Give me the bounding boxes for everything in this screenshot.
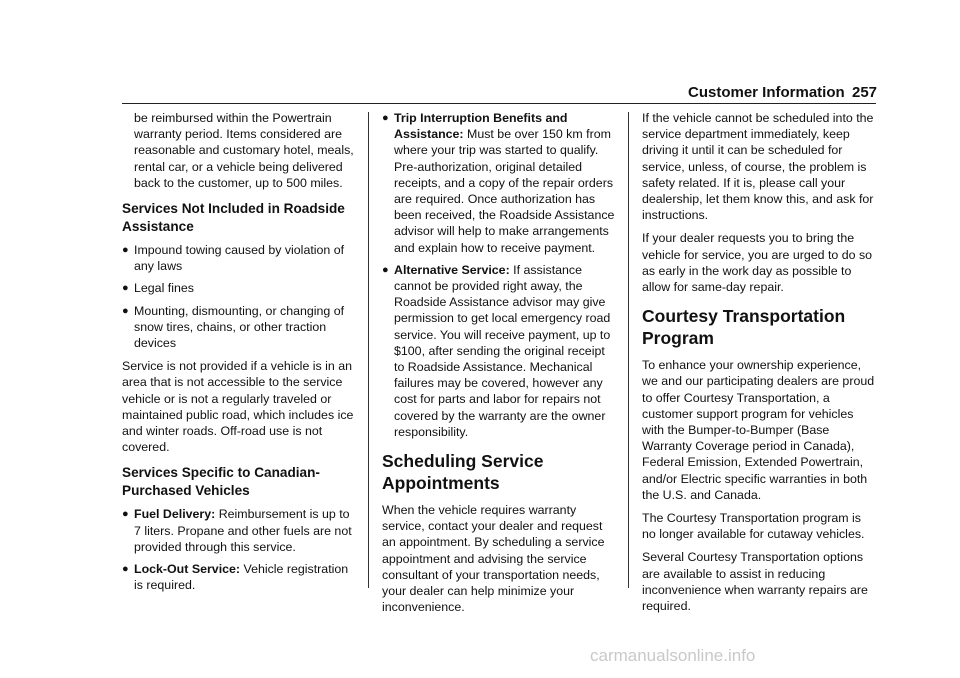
running-header-section: Customer Information bbox=[688, 84, 845, 101]
term-label: Lock-Out Service: bbox=[134, 562, 241, 577]
canadian-services-list bbox=[122, 506, 354, 593]
column-2 bbox=[382, 110, 616, 622]
paragraph-courtesy-intro: To enhance your ownership experience, we and our participating dealers are proud to offer Courtesy Transportation, a customer support program for vehicles with the Bumper-to-Bumper (Base Warranty Coverage period in Canada), Federal Emission, Extended Powertrain, and/or Electric specific warranties in both the U.S. and Canada. bbox=[642, 358, 875, 502]
heading-services-not-included: Services Not Included in Roadside Assistance bbox=[122, 201, 345, 235]
term-label: Alternative Service: bbox=[394, 262, 510, 277]
page-number: 257 bbox=[852, 84, 878, 101]
paragraph-options: Several Courtesy Transportation options are available to assist in reducing inconvenience when warranty repairs are required. bbox=[642, 550, 868, 614]
watermark: carmanualsonline.info bbox=[590, 646, 756, 665]
term-label: Trip Interruption Benefits and Assistance: bbox=[394, 111, 568, 142]
paragraph-not-provided: Service is not provided if a vehicle is in an area that is not accessible to the service vehicle or is not a regularly traveled or maintained public road, which includes ice and winter roads. Off-road use is not covered. bbox=[122, 359, 354, 455]
bullet-icon: ● bbox=[122, 304, 129, 317]
header-rule bbox=[122, 103, 876, 104]
list-item: ● Impound towing caused by violation of any laws bbox=[122, 243, 345, 274]
column-divider-1 bbox=[368, 112, 369, 588]
bullet-icon: ● bbox=[382, 112, 389, 124]
paragraph-cutaway: The Courtesy Transportation program is no longer available for cutaway vehicles. bbox=[642, 511, 865, 542]
bullet-icon: ● bbox=[122, 563, 129, 576]
list-item: ● Fuel Delivery: Reimbursement is up to 7 liters. Propane and other fuels are not provided through this service. bbox=[122, 507, 352, 554]
not-included-list bbox=[122, 242, 354, 351]
bullet-icon: ● bbox=[122, 244, 129, 257]
list-item: ● Trip Interruption Benefits and Assistance: Must be over 150 km from where your trip was started to qualify. Pre-authorization, original detailed receipts, and a copy of the repair orders are required. Once authorization has been received, the Roadside Assistance advisor will help to make arrangements and explain how to receive payment. bbox=[382, 111, 615, 255]
list-item: ● Legal fines bbox=[122, 281, 194, 296]
heading-scheduling: Scheduling Service Appointments bbox=[382, 451, 544, 494]
list-item: ● Mounting, dismounting, or changing of snow tires, chains, or other traction devices bbox=[122, 303, 345, 351]
bullet-icon: ● bbox=[122, 508, 129, 521]
list-item: ● Lock-Out Service: Vehicle registration is required. bbox=[122, 562, 349, 593]
continued-paragraph: be reimbursed within the Powertrain warranty period. Items considered are reasonable and customary hotel, meals, rental car, or a vehicle being delivered back to the customer, up to 500 miles. bbox=[134, 111, 354, 190]
column-divider-2 bbox=[628, 112, 629, 588]
paragraph-cannot-schedule: If the vehicle cannot be scheduled into the service department immediately, keep driving it until it can be scheduled for service, unless, of course, the problem is safety related. If it is, please call your dealership, let them know this, and ask for instructions. bbox=[642, 111, 874, 223]
bullet-icon: ● bbox=[122, 282, 129, 295]
paragraph-dealer-request: If your dealer requests you to bring the vehicle for service, you are urged to do so as early in the work day as possible to allow for same-day repair. bbox=[642, 231, 873, 295]
heading-canadian-vehicles: Services Specific to Canadian-Purchased Vehicles bbox=[122, 465, 320, 499]
paragraph-scheduling: When the vehicle requires warranty service, contact your dealer and request an appointment. By scheduling a service appointment and advising the service consultant of your transportation needs, your dealer can help minimize your inconvenience. bbox=[382, 503, 605, 615]
list-item: ● Alternative Service: If assistance cannot be provided right away, the Roadside Assistance advisor may give permission to get local emergency road service. You will receive payment, up to $100, after sending the original receipt to Roadside Assistance. Mechanical failures may be covered, however any cost for parts and labor for repairs not covered by the warranty are the owner responsibility. bbox=[382, 262, 611, 439]
term-label: Fuel Delivery: bbox=[134, 507, 216, 522]
column-1 bbox=[122, 110, 354, 600]
bullet-icon: ● bbox=[382, 263, 389, 276]
heading-courtesy-transportation: Courtesy Transportation Program bbox=[642, 306, 846, 349]
canadian-services-list-continued bbox=[382, 110, 616, 440]
column-3 bbox=[642, 110, 876, 621]
